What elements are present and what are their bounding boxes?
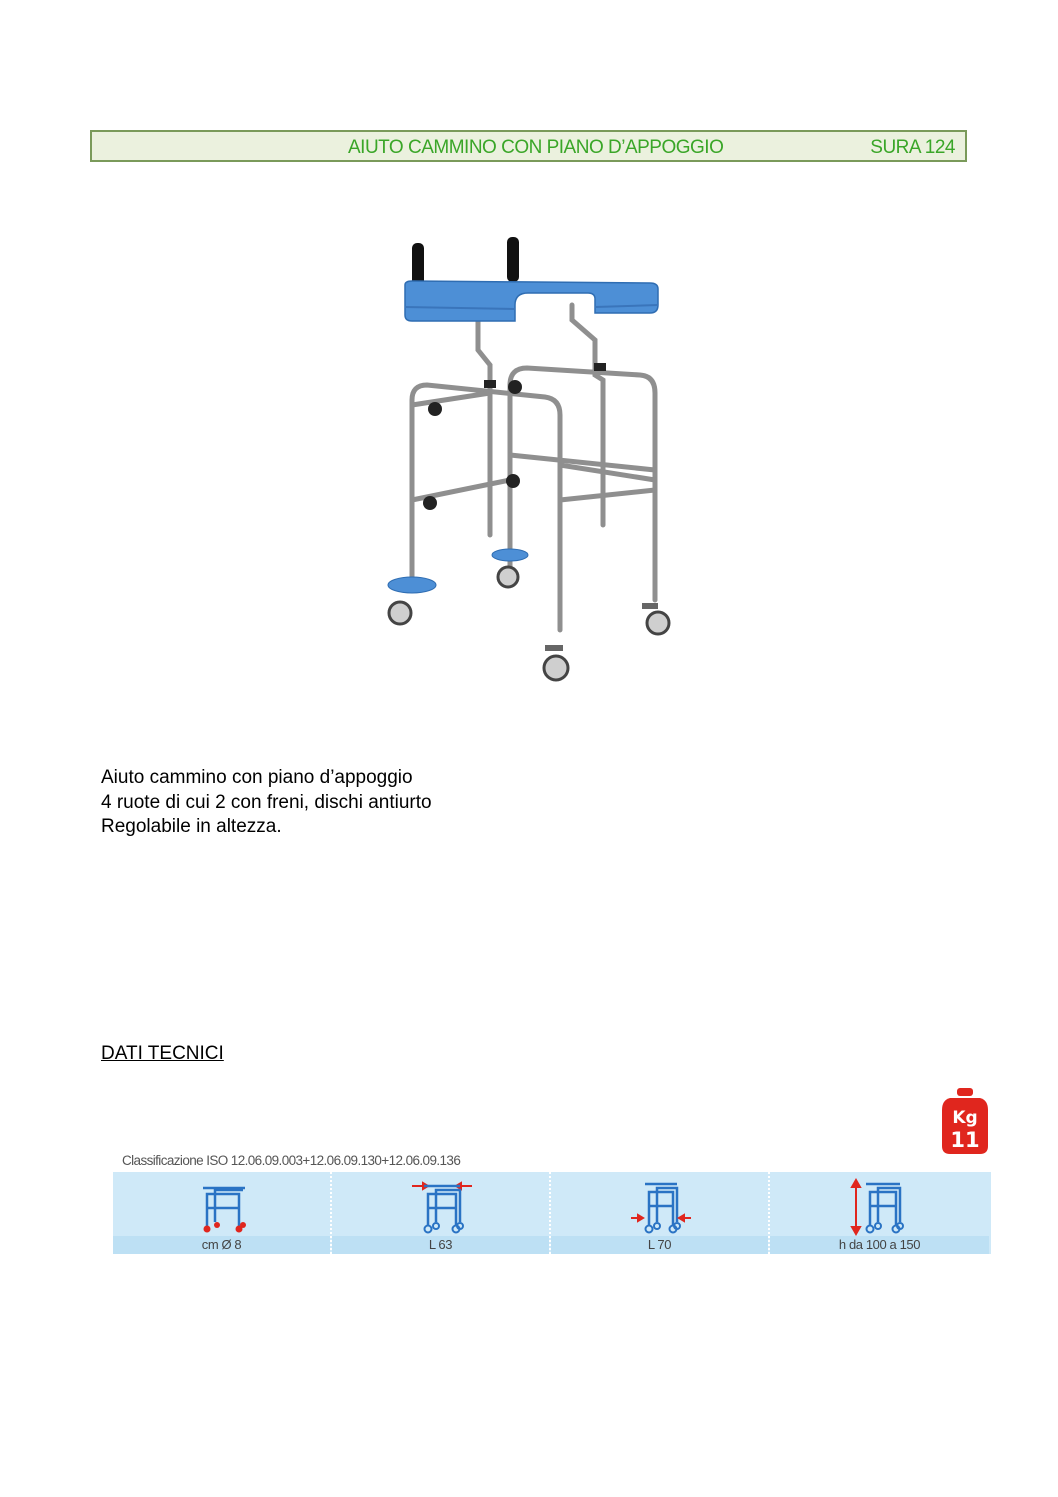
walker-width-icon: [410, 1176, 474, 1236]
spec-cell-height: [770, 1172, 989, 1254]
weight-unit: Kg: [952, 1108, 978, 1128]
description-line: Regolabile in altezza.: [101, 816, 282, 837]
product-description: [101, 766, 432, 840]
description-line: Aiuto cammino con piano d’appoggio: [101, 767, 413, 788]
walker-product-image: [350, 225, 710, 715]
spec-label: L 70: [551, 1236, 768, 1254]
spec-strip: [113, 1172, 991, 1254]
spec-label: cm Ø 8: [113, 1236, 330, 1254]
weight-badge-icon: [940, 1088, 990, 1156]
technical-data-heading: DATI TECNICI: [101, 1043, 224, 1064]
weight-value: 11: [950, 1128, 980, 1152]
page-title: AIUTO CAMMINO CON PIANO D’APPOGGIO: [348, 137, 724, 158]
spec-cell-width: [332, 1172, 551, 1254]
spec-label: L 63: [332, 1236, 549, 1254]
product-code: SURA 124: [870, 137, 955, 158]
spec-label: h da 100 a 150: [770, 1236, 989, 1254]
spec-cell-depth: [551, 1172, 770, 1254]
spec-cell-wheel: [113, 1172, 332, 1254]
walker-depth-icon: [629, 1176, 693, 1236]
title-bar: [90, 130, 967, 162]
description-line: 4 ruote di cui 2 con freni, dischi antiurto: [101, 791, 432, 813]
walker-height-icon: [848, 1176, 912, 1236]
iso-classification: Classificazione ISO 12.06.09.003+12.06.09.130+12.06.09.136: [122, 1153, 461, 1168]
walker-wheel-diameter-icon: [191, 1176, 255, 1236]
